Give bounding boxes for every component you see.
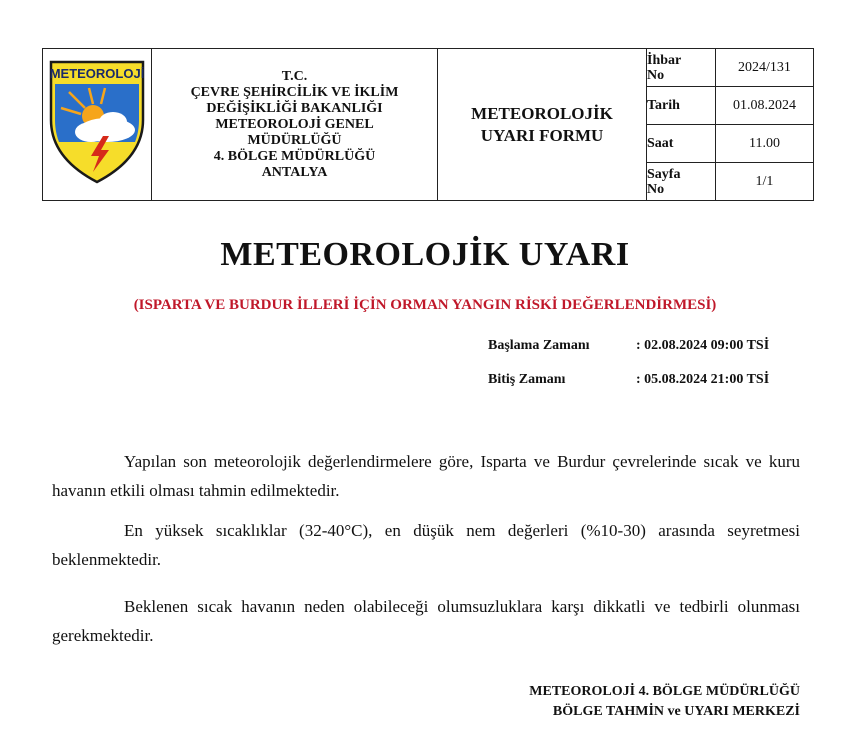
- ministry-line: METEOROLOJİ GENEL: [215, 116, 374, 132]
- info-value-sayfa: 1/1: [716, 163, 814, 201]
- header-table: [42, 48, 814, 201]
- logo-cell: [43, 49, 152, 201]
- meteoroloji-logo-icon: [47, 58, 147, 186]
- form-title-cell: [438, 49, 647, 201]
- info-value-tarih: 01.08.2024: [716, 87, 814, 125]
- info-label-ihbar: [647, 49, 716, 87]
- form-title-line1: METEOROLOJİK: [471, 103, 613, 123]
- ministry-line: DEĞİŞİKLİĞİ BAKANLIĞI: [206, 100, 383, 116]
- logo-text: METEOROLOJİ: [49, 66, 145, 81]
- info-label-saat: Saat: [647, 125, 716, 163]
- label-text: No: [647, 67, 665, 83]
- body-paragraph: En yüksek sıcaklıklar (32-40°C), en düşük nem değerleri (%10-30) arasında seyretmesi beklenmektedir.: [52, 521, 800, 569]
- ministry-cell: [152, 49, 438, 201]
- ministry-line: MÜDÜRLÜĞÜ: [247, 132, 342, 148]
- info-label-sayfa: [647, 163, 716, 201]
- label-text: No: [647, 181, 665, 197]
- start-time-value: : 02.08.2024 09:00 TSİ: [636, 338, 770, 353]
- footer-line2: BÖLGE TAHMİN ve UYARI MERKEZİ: [552, 704, 800, 719]
- page-title: METEOROLOJİK UYARI: [220, 236, 630, 273]
- label-text: Sayfa: [647, 166, 681, 182]
- ministry-line: 4. BÖLGE MÜDÜRLÜĞÜ: [213, 148, 376, 164]
- info-value-saat: 11.00: [716, 125, 814, 163]
- info-value-ihbar: 2024/131: [716, 49, 814, 87]
- label-text: İhbar: [647, 52, 682, 68]
- end-time-label: Bitiş Zamanı: [488, 372, 566, 387]
- warning-subtitle: (ISPARTA VE BURDUR İLLERİ İÇİN ORMAN YANGIN RİSKİ DEĞERLENDİRMESİ): [133, 297, 717, 313]
- info-label-tarih: Tarih: [647, 87, 716, 125]
- ministry-line: T.C.: [281, 68, 308, 84]
- start-time-label: Başlama Zamanı: [488, 338, 590, 353]
- body-paragraph: Yapılan son meteorolojik değerlendirmelere göre, Isparta ve Burdur çevrelerinde sıcak ve kuru havanın etkili olması tahmin edilmektedir.: [52, 452, 800, 500]
- ministry-line: ÇEVRE ŞEHİRCİLİK VE İKLİM: [190, 84, 399, 100]
- footer-line1: METEOROLOJİ 4. BÖLGE MÜDÜRLÜĞÜ: [529, 684, 800, 699]
- ministry-line: ANTALYA: [261, 164, 328, 180]
- body-paragraph: Beklenen sıcak havanın neden olabileceği olumsuzluklara karşı dikkatli ve tedbirli olunması gerekmektedir.: [52, 597, 800, 645]
- end-time-value: : 05.08.2024 21:00 TSİ: [636, 372, 770, 387]
- form-title-line2: UYARI FORMU: [480, 125, 604, 145]
